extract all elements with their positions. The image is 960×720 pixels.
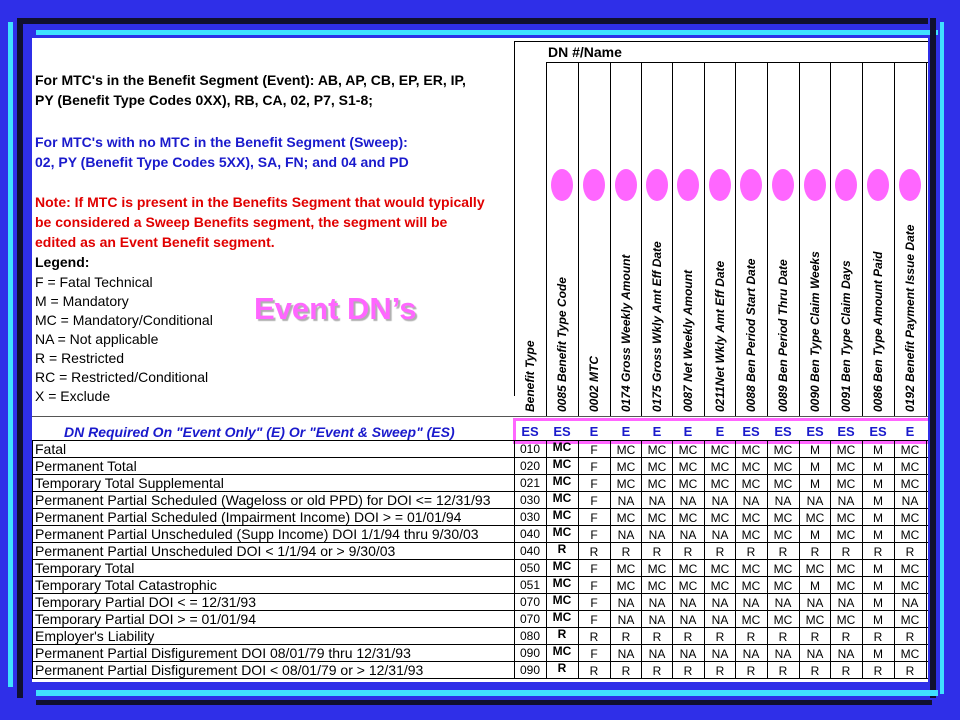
table-cell: MC — [900, 443, 920, 457]
required-row-label: DN Required On "Event Only" (E) Or "Event & Sweep" (ES) — [64, 424, 455, 440]
table-cell: R — [652, 630, 662, 644]
table-cell: R — [683, 664, 693, 678]
note-line2: be considered a Sweep Benefits segment, the segment will be — [35, 214, 448, 230]
table-cell: NA — [837, 647, 855, 661]
table-cell: MC — [678, 460, 698, 474]
dn-name-title: DN #/Name — [548, 44, 622, 60]
table-cell: R — [715, 664, 725, 678]
legend-item: M = Mandatory — [35, 293, 129, 309]
table-cell: F — [590, 562, 598, 576]
table-cell: MC — [552, 457, 572, 471]
table-cell: NA — [742, 647, 760, 661]
column-marker-dot — [899, 169, 921, 201]
table-cell: NA — [617, 613, 635, 627]
table-row-line — [32, 559, 928, 560]
column-header: 0211Net Wkly Amt Eff Date — [713, 260, 727, 412]
table-cell: MC — [616, 460, 636, 474]
table-cell: MC — [616, 562, 636, 576]
table-cell: NA — [679, 647, 697, 661]
table-row-line — [32, 678, 928, 679]
table-cell: R — [683, 545, 693, 559]
table-cell: R — [589, 545, 599, 559]
table-cell: M — [810, 460, 820, 474]
table-cell: R — [715, 630, 725, 644]
column-divider — [830, 62, 831, 417]
column-marker-dot — [772, 169, 794, 201]
note-line3: edited as an Event Benefit segment. — [35, 234, 275, 250]
table-cell: R — [905, 545, 915, 559]
benefit-type-code: 020 — [519, 459, 541, 473]
table-cell: MC — [647, 562, 667, 576]
table-cell: MC — [900, 647, 920, 661]
row-label: Permanent Partial Disfigurement DOI < 08/01/79 or > 12/31/93 — [35, 662, 424, 678]
table-cell: R — [810, 630, 820, 644]
table-cell: R — [746, 545, 756, 559]
column-header: 0086 Ben Type Amount Paid — [871, 251, 885, 412]
table-cell: MC — [552, 491, 572, 505]
table-cell: M — [810, 477, 820, 491]
table-cell: MC — [836, 460, 856, 474]
table-cell: MC — [773, 528, 793, 542]
table-cell: MC — [741, 613, 761, 627]
frame-bar-top-cyan — [36, 30, 938, 35]
table-cell: NA — [648, 647, 666, 661]
table-cell: MC — [836, 579, 856, 593]
required-cell: ES — [774, 424, 792, 439]
frame-bar-right-black — [930, 18, 936, 698]
legend-title: Legend: — [35, 254, 90, 270]
column-marker-dot — [835, 169, 857, 201]
row-label: Temporary Total Catastrophic — [35, 577, 217, 593]
column-divider — [735, 62, 736, 417]
row-label: Permanent Partial Disfigurement DOI 08/01/79 thru 12/31/93 — [35, 645, 411, 661]
table-cell: MC — [836, 443, 856, 457]
table-cell: NA — [806, 494, 824, 508]
slide — [32, 38, 928, 682]
table-cell: M — [873, 647, 883, 661]
frame-bar-bottom-cyan — [36, 690, 938, 696]
table-cell: F — [590, 494, 598, 508]
column-divider — [610, 62, 611, 417]
table-cell: M — [873, 613, 883, 627]
row-label: Permanent Partial Unscheduled DOI < 1/1/94 or > 9/30/03 — [35, 543, 396, 559]
table-cell: NA — [617, 528, 635, 542]
table-cell: MC — [647, 511, 667, 525]
table-cell: MC — [836, 511, 856, 525]
required-cell: E — [621, 424, 631, 439]
table-cell: MC — [741, 443, 761, 457]
table-cell: MC — [741, 477, 761, 491]
column-divider — [514, 41, 515, 396]
required-cell: ES — [553, 424, 571, 439]
table-cell: NA — [774, 596, 792, 610]
table-cell: NA — [679, 528, 697, 542]
table-cell: NA — [774, 494, 792, 508]
table-cell: MC — [678, 562, 698, 576]
benefit-type-code: 021 — [519, 476, 541, 490]
column-divider — [894, 62, 895, 417]
table-cell: R — [557, 542, 567, 556]
table-cell: MC — [710, 477, 730, 491]
table-cell: R — [652, 664, 662, 678]
table-cell: MC — [741, 562, 761, 576]
table-cell: MC — [741, 511, 761, 525]
frame-bar-bottom-black — [36, 700, 932, 705]
frame-bar-left-black — [17, 18, 23, 698]
table-cell: NA — [617, 494, 635, 508]
table-cell: F — [590, 596, 598, 610]
table-cell: M — [810, 528, 820, 542]
row-label: Temporary Partial DOI < = 12/31/93 — [35, 594, 256, 610]
table-cell: MC — [773, 579, 793, 593]
table-cell: R — [589, 664, 599, 678]
table-cell: M — [810, 443, 820, 457]
table-cell: R — [746, 664, 756, 678]
table-cell: R — [778, 545, 788, 559]
benefit-type-code: 050 — [519, 561, 541, 575]
table-cell: MC — [552, 644, 572, 658]
column-header: 0175 Gross Wkly Amt Eff Date — [650, 241, 664, 412]
table-row-line — [32, 457, 928, 458]
table-column-line — [830, 440, 831, 679]
table-cell: F — [590, 647, 598, 661]
benefit-type-code: 040 — [519, 544, 541, 558]
table-cell: MC — [741, 579, 761, 593]
required-row-top-line — [32, 416, 928, 417]
frame-bar-right-cyan — [940, 22, 944, 694]
table-column-line — [926, 440, 927, 679]
row-label: Temporary Total — [35, 560, 135, 576]
required-cell: ES — [806, 424, 824, 439]
table-cell: R — [778, 630, 788, 644]
row-label: Fatal — [35, 441, 67, 457]
table-column-line — [799, 440, 800, 679]
table-cell: NA — [806, 647, 824, 661]
benefit-type-code: 070 — [519, 595, 541, 609]
column-header: 0087 Net Weekly Amount — [681, 269, 695, 412]
column-divider — [926, 62, 927, 417]
table-cell: MC — [900, 460, 920, 474]
table-cell: M — [873, 443, 883, 457]
table-cell: NA — [837, 596, 855, 610]
table-cell: R — [905, 630, 915, 644]
table-cell: M — [873, 596, 883, 610]
table-cell: F — [590, 579, 598, 593]
table-cell: NA — [742, 596, 760, 610]
table-cell: F — [590, 477, 598, 491]
column-marker-dot — [867, 169, 889, 201]
table-cell: MC — [773, 477, 793, 491]
column-marker-dot — [646, 169, 668, 201]
column-divider — [672, 62, 673, 417]
row-label: Permanent Partial Scheduled (Impairment Income) DOI > = 01/01/94 — [35, 509, 462, 525]
column-divider — [641, 62, 642, 417]
table-cell: MC — [710, 579, 730, 593]
row-label: Permanent Partial Unscheduled (Supp Income) DOI 1/1/94 thru 9/30/03 — [35, 526, 479, 542]
column-divider — [578, 62, 579, 417]
table-cell: R — [873, 664, 883, 678]
note-line1: Note: If MTC is present in the Benefits Segment that would typically — [35, 194, 485, 210]
table-cell: MC — [616, 511, 636, 525]
table-cell: M — [810, 579, 820, 593]
table-cell: MC — [900, 511, 920, 525]
table-cell: F — [590, 443, 598, 457]
table-cell: M — [873, 562, 883, 576]
table-cell: R — [905, 664, 915, 678]
table-left-line — [32, 440, 33, 679]
table-column-line — [641, 440, 642, 679]
row-label: Permanent Total — [35, 458, 137, 474]
table-cell: R — [621, 545, 631, 559]
table-cell: M — [873, 511, 883, 525]
required-cell: ES — [837, 424, 855, 439]
column-marker-dot — [740, 169, 762, 201]
table-cell: MC — [552, 559, 572, 573]
table-cell: MC — [836, 562, 856, 576]
column-divider — [546, 62, 547, 417]
table-cell: NA — [711, 596, 729, 610]
table-cell: R — [621, 630, 631, 644]
column-header: 0192 Benefit Payment Issue Date — [903, 224, 917, 412]
table-cell: NA — [648, 528, 666, 542]
table-cell: NA — [711, 613, 729, 627]
table-cell: NA — [901, 596, 919, 610]
table-cell: MC — [616, 579, 636, 593]
table-cell: MC — [773, 460, 793, 474]
required-cell: E — [905, 424, 915, 439]
table-cell: NA — [742, 494, 760, 508]
table-cell: MC — [773, 511, 793, 525]
table-cell: MC — [616, 443, 636, 457]
table-cell: R — [589, 630, 599, 644]
column-divider — [862, 62, 863, 417]
table-cell: NA — [648, 613, 666, 627]
required-cell: ES — [742, 424, 760, 439]
legend-item: R = Restricted — [35, 350, 125, 366]
table-cell: NA — [679, 596, 697, 610]
event-mtc-line1: For MTC's in the Benefit Segment (Event): AB, AP, CB, EP, ER, IP, — [35, 72, 466, 88]
column-header: Benefit Type — [523, 340, 537, 412]
required-cell: ES — [869, 424, 887, 439]
table-cell: F — [590, 613, 598, 627]
table-cell: MC — [647, 443, 667, 457]
table-cell: NA — [901, 494, 919, 508]
column-marker-dot — [615, 169, 637, 201]
table-cell: MC — [836, 613, 856, 627]
sweep-mtc-line1: For MTC's with no MTC in the Benefit Segment (Sweep): — [35, 134, 408, 150]
legend-item: X = Exclude — [35, 388, 111, 404]
benefit-type-code: 010 — [519, 442, 541, 456]
event-mtc-line2: PY (Benefit Type Codes 0XX), RB, CA, 02, P7, S1-8; — [35, 92, 373, 108]
benefit-type-code: 030 — [519, 510, 541, 524]
table-cell: F — [590, 511, 598, 525]
table-cell: MC — [741, 528, 761, 542]
table-cell: MC — [900, 579, 920, 593]
table-cell: NA — [679, 494, 697, 508]
column-header: 0002 MTC — [587, 355, 601, 412]
table-cell: MC — [552, 610, 572, 624]
required-cell: E — [683, 424, 693, 439]
table-cell: R — [841, 630, 851, 644]
table-cell: MC — [710, 511, 730, 525]
table-cell: NA — [648, 596, 666, 610]
column-marker-dot — [551, 169, 573, 201]
table-column-line — [672, 440, 673, 679]
table-cell: R — [841, 545, 851, 559]
table-cell: MC — [900, 477, 920, 491]
table-cell: MC — [616, 477, 636, 491]
table-column-line — [894, 440, 895, 679]
table-cell: R — [652, 545, 662, 559]
benefit-type-code: 030 — [519, 493, 541, 507]
table-cell: NA — [711, 647, 729, 661]
table-cell: MC — [773, 613, 793, 627]
table-cell: MC — [647, 477, 667, 491]
legend-item: NA = Not applicable — [35, 331, 159, 347]
table-cell: R — [557, 627, 567, 641]
required-cell: E — [589, 424, 599, 439]
table-cell: MC — [552, 474, 572, 488]
column-marker-dot — [583, 169, 605, 201]
table-cell: MC — [805, 511, 825, 525]
column-header: 0088 Ben Period Start Date — [744, 258, 758, 412]
table-cell: MC — [741, 460, 761, 474]
table-cell: NA — [837, 494, 855, 508]
table-cell: R — [746, 630, 756, 644]
column-header: 0174 Gross Weekly Amount — [619, 254, 633, 412]
table-column-line — [862, 440, 863, 679]
required-cell: E — [715, 424, 725, 439]
table-cell: R — [778, 664, 788, 678]
table-cell: NA — [711, 494, 729, 508]
table-cell: NA — [648, 494, 666, 508]
row-label: Temporary Partial DOI > = 01/01/94 — [35, 611, 256, 627]
column-divider — [799, 62, 800, 417]
column-header: 0089 Ben Period Thru Date — [776, 259, 790, 412]
table-cell: M — [873, 494, 883, 508]
table-cell: NA — [711, 528, 729, 542]
row-label: Employer's Liability — [35, 628, 155, 644]
table-column-line — [767, 440, 768, 679]
required-cell: E — [652, 424, 662, 439]
legend-item: RC = Restricted/Conditional — [35, 369, 209, 385]
table-cell: R — [715, 545, 725, 559]
benefit-type-code: 080 — [519, 629, 541, 643]
table-cell: MC — [773, 562, 793, 576]
benefit-type-code: 040 — [519, 527, 541, 541]
column-marker-dot — [804, 169, 826, 201]
column-header: 0091 Ben Type Claim Days — [839, 260, 853, 412]
row-label: Permanent Partial Scheduled (Wageloss or old PPD) for DOI <= 12/31/93 — [35, 492, 491, 508]
table-cell: R — [873, 630, 883, 644]
table-cell: MC — [552, 576, 572, 590]
column-header: 0090 Ben Type Claim Weeks — [808, 251, 822, 412]
table-cell: NA — [774, 647, 792, 661]
table-cell: R — [873, 545, 883, 559]
table-cell: MC — [647, 460, 667, 474]
table-cell: R — [683, 630, 693, 644]
column-divider — [704, 62, 705, 417]
table-cell: R — [621, 664, 631, 678]
required-cell: ES — [521, 424, 539, 439]
frame-bar-left-cyan — [8, 22, 13, 687]
table-cell: NA — [806, 596, 824, 610]
benefit-type-code: 090 — [519, 663, 541, 677]
table-cell: MC — [678, 477, 698, 491]
table-column-line — [735, 440, 736, 679]
row-label: Temporary Total Supplemental — [35, 475, 224, 491]
column-marker-dot — [709, 169, 731, 201]
table-cell: MC — [805, 562, 825, 576]
legend-item: MC = Mandatory/Conditional — [35, 312, 213, 328]
table-column-line — [546, 440, 547, 679]
table-cell: MC — [678, 511, 698, 525]
table-cell: M — [873, 460, 883, 474]
benefit-type-code: 070 — [519, 612, 541, 626]
table-cell: NA — [679, 613, 697, 627]
table-cell: R — [810, 545, 820, 559]
table-cell: R — [810, 664, 820, 678]
header-title-line — [546, 62, 928, 63]
benefit-type-code: 090 — [519, 646, 541, 660]
benefit-type-code: 051 — [519, 578, 541, 592]
table-cell: MC — [710, 562, 730, 576]
table-cell: R — [557, 661, 567, 675]
table-cell: MC — [900, 613, 920, 627]
table-cell: MC — [710, 460, 730, 474]
legend-item: F = Fatal Technical — [35, 274, 153, 290]
table-cell: MC — [773, 443, 793, 457]
table-cell: MC — [552, 508, 572, 522]
table-top-line — [32, 440, 928, 441]
table-row-line — [32, 627, 928, 628]
table-cell: MC — [805, 613, 825, 627]
column-marker-dot — [677, 169, 699, 201]
table-cell: F — [590, 528, 598, 542]
table-column-line — [514, 440, 515, 679]
table-column-line — [704, 440, 705, 679]
table-cell: MC — [552, 593, 572, 607]
table-column-line — [610, 440, 611, 679]
column-divider — [767, 62, 768, 417]
table-cell: MC — [678, 443, 698, 457]
table-cell: NA — [617, 647, 635, 661]
table-cell: F — [590, 460, 598, 474]
table-cell: NA — [617, 596, 635, 610]
event-dns-callout: Event DN’s — [254, 291, 417, 326]
table-cell: R — [841, 664, 851, 678]
table-cell: MC — [900, 562, 920, 576]
header-top-line — [514, 41, 928, 42]
table-cell: M — [873, 528, 883, 542]
table-cell: M — [873, 477, 883, 491]
table-cell: MC — [647, 579, 667, 593]
table-cell: MC — [552, 525, 572, 539]
table-cell: MC — [900, 528, 920, 542]
table-cell: MC — [710, 443, 730, 457]
sweep-mtc-line2: 02, PY (Benefit Type Codes 5XX), SA, FN; and 04 and PD — [35, 154, 409, 170]
table-cell: M — [873, 579, 883, 593]
table-cell: MC — [678, 579, 698, 593]
table-cell: MC — [836, 477, 856, 491]
frame-bar-top-black — [18, 18, 928, 24]
table-column-line — [578, 440, 579, 679]
table-cell: MC — [836, 528, 856, 542]
column-header: 0085 Benefit Type Code — [555, 277, 569, 412]
table-cell: MC — [552, 440, 572, 454]
